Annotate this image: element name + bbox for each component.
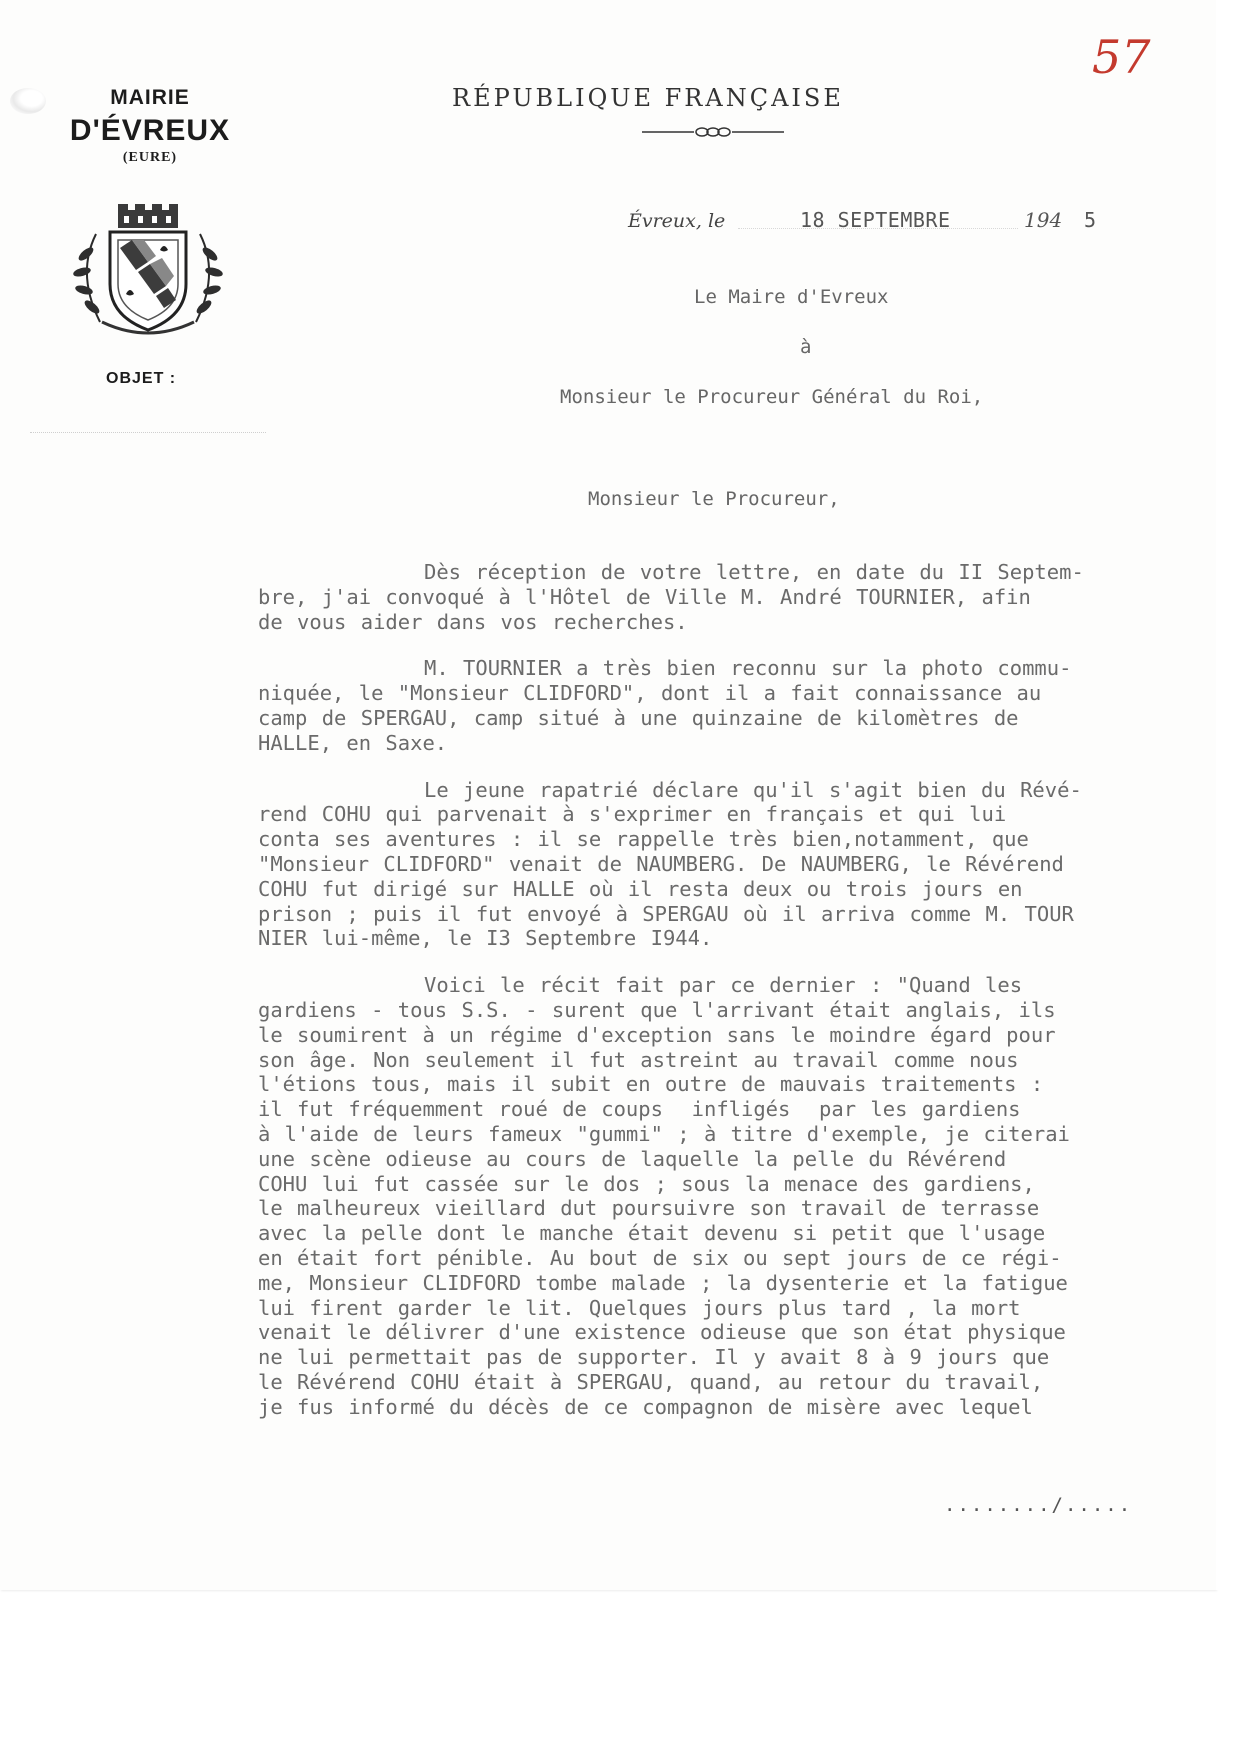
address-to: à — [800, 336, 812, 358]
date-line — [628, 208, 1097, 232]
date-year-prefix: 194 — [1024, 208, 1063, 232]
ornament-divider — [642, 124, 784, 140]
date-value: 18 SEPTEMBRE — [800, 208, 951, 232]
letterhead-mairie: MAIRIE — [110, 86, 190, 109]
handwritten-page-number: 57 — [1092, 30, 1151, 84]
date-prefix: Évreux, le — [628, 210, 726, 232]
letter-body — [258, 560, 1218, 1442]
letterhead-city: D'ÉVREUX — [69, 114, 231, 147]
continuation-mark: ......../..... — [944, 1494, 1133, 1516]
date-year-suffix: 5 — [1084, 208, 1097, 232]
paragraph: M. TOURNIER a très bien reconnu sur la photo commu- niquée, le "Monsieur CLIDFORD", dont il a fait connaissance au camp de SPERGAU, camp situé à une quinzaine de kilomètres de HALLE, en Saxe. — [258, 656, 1072, 755]
paragraph: Le jeune rapatrié déclare qu'il s'agit bien du Révé- rend COHU qui parvenait à s'exprimer en français et qui lui conta ses aventures : il se rappelle très bien,notamment, que "Monsieur CLIDFORD" venait de NAUMBERG. De NAUMBERG, le Révérend COHU fut dirigé sur HALLE où il resta deux ou trois jours en prison ; puis il fut envoyé à SPERGAU où il arriva comme M. TOUR NIER lui-même, le I3 Septembre I944. — [258, 777, 1082, 951]
page-edge — [1216, 0, 1240, 1590]
sender: Le Maire d'Evreux — [694, 286, 889, 308]
recipient: Monsieur le Procureur Général du Roi, — [560, 386, 984, 408]
objet-label: OBJET : — [106, 370, 177, 387]
republique-heading: RÉPUBLIQUE FRANÇAISE — [452, 84, 844, 112]
coat-of-arms-icon — [66, 204, 230, 344]
salutation: Monsieur le Procureur, — [588, 488, 840, 510]
paragraph: Dès réception de votre lettre, en date du II Septem- bre, j'ai convoqué à l'Hôtel de Ville M. André TOURNIER, afin de vous aider dans vos recherches. — [258, 560, 1084, 634]
letterhead — [30, 86, 270, 166]
objet-rule — [30, 432, 266, 433]
letterhead-department: (EURE) — [122, 150, 178, 165]
paragraph: Voici le récit fait par ce dernier : "Quand les gardiens - tous S.S. - surent que l'arrivant était anglais, ils le soumirent à un régime d'exception sans le moindre égard pour son âge. Non seulement il fut astreint au travail comme nous l'étions tous, mais il subit en outre de mauvais traitements : il fut fréquemment roué de coups infligés par les gardiens à l'aide de leurs fameux "gummi" ; à titre d'exemple, je citerai une scène odieuse au cours de laquelle la pelle du Révérend COHU lui fut cassée sur le dos ; sous la menace des gardiens, le malheureux vieillard dut poursuivre son travail de terrasse avec la pelle dont le manche était devenu si petit que l'usage en était fort pénible. Au bout de six ou sept jours de ce régi- me, Monsieur CLIDFORD tombe malade ; la dysenterie et la fatigue lui firent garder le lit. Quelques jours plus tard , la mort venait le délivrer d'une existence odieuse que son état physique ne lui permettait pas de supporter. Il y avait 8 à 9 jours que le Révérend COHU était à SPERGAU, quand, au retour du travail, je fus informé du décès de ce compagnon de misère avec lequel — [258, 973, 1070, 1419]
